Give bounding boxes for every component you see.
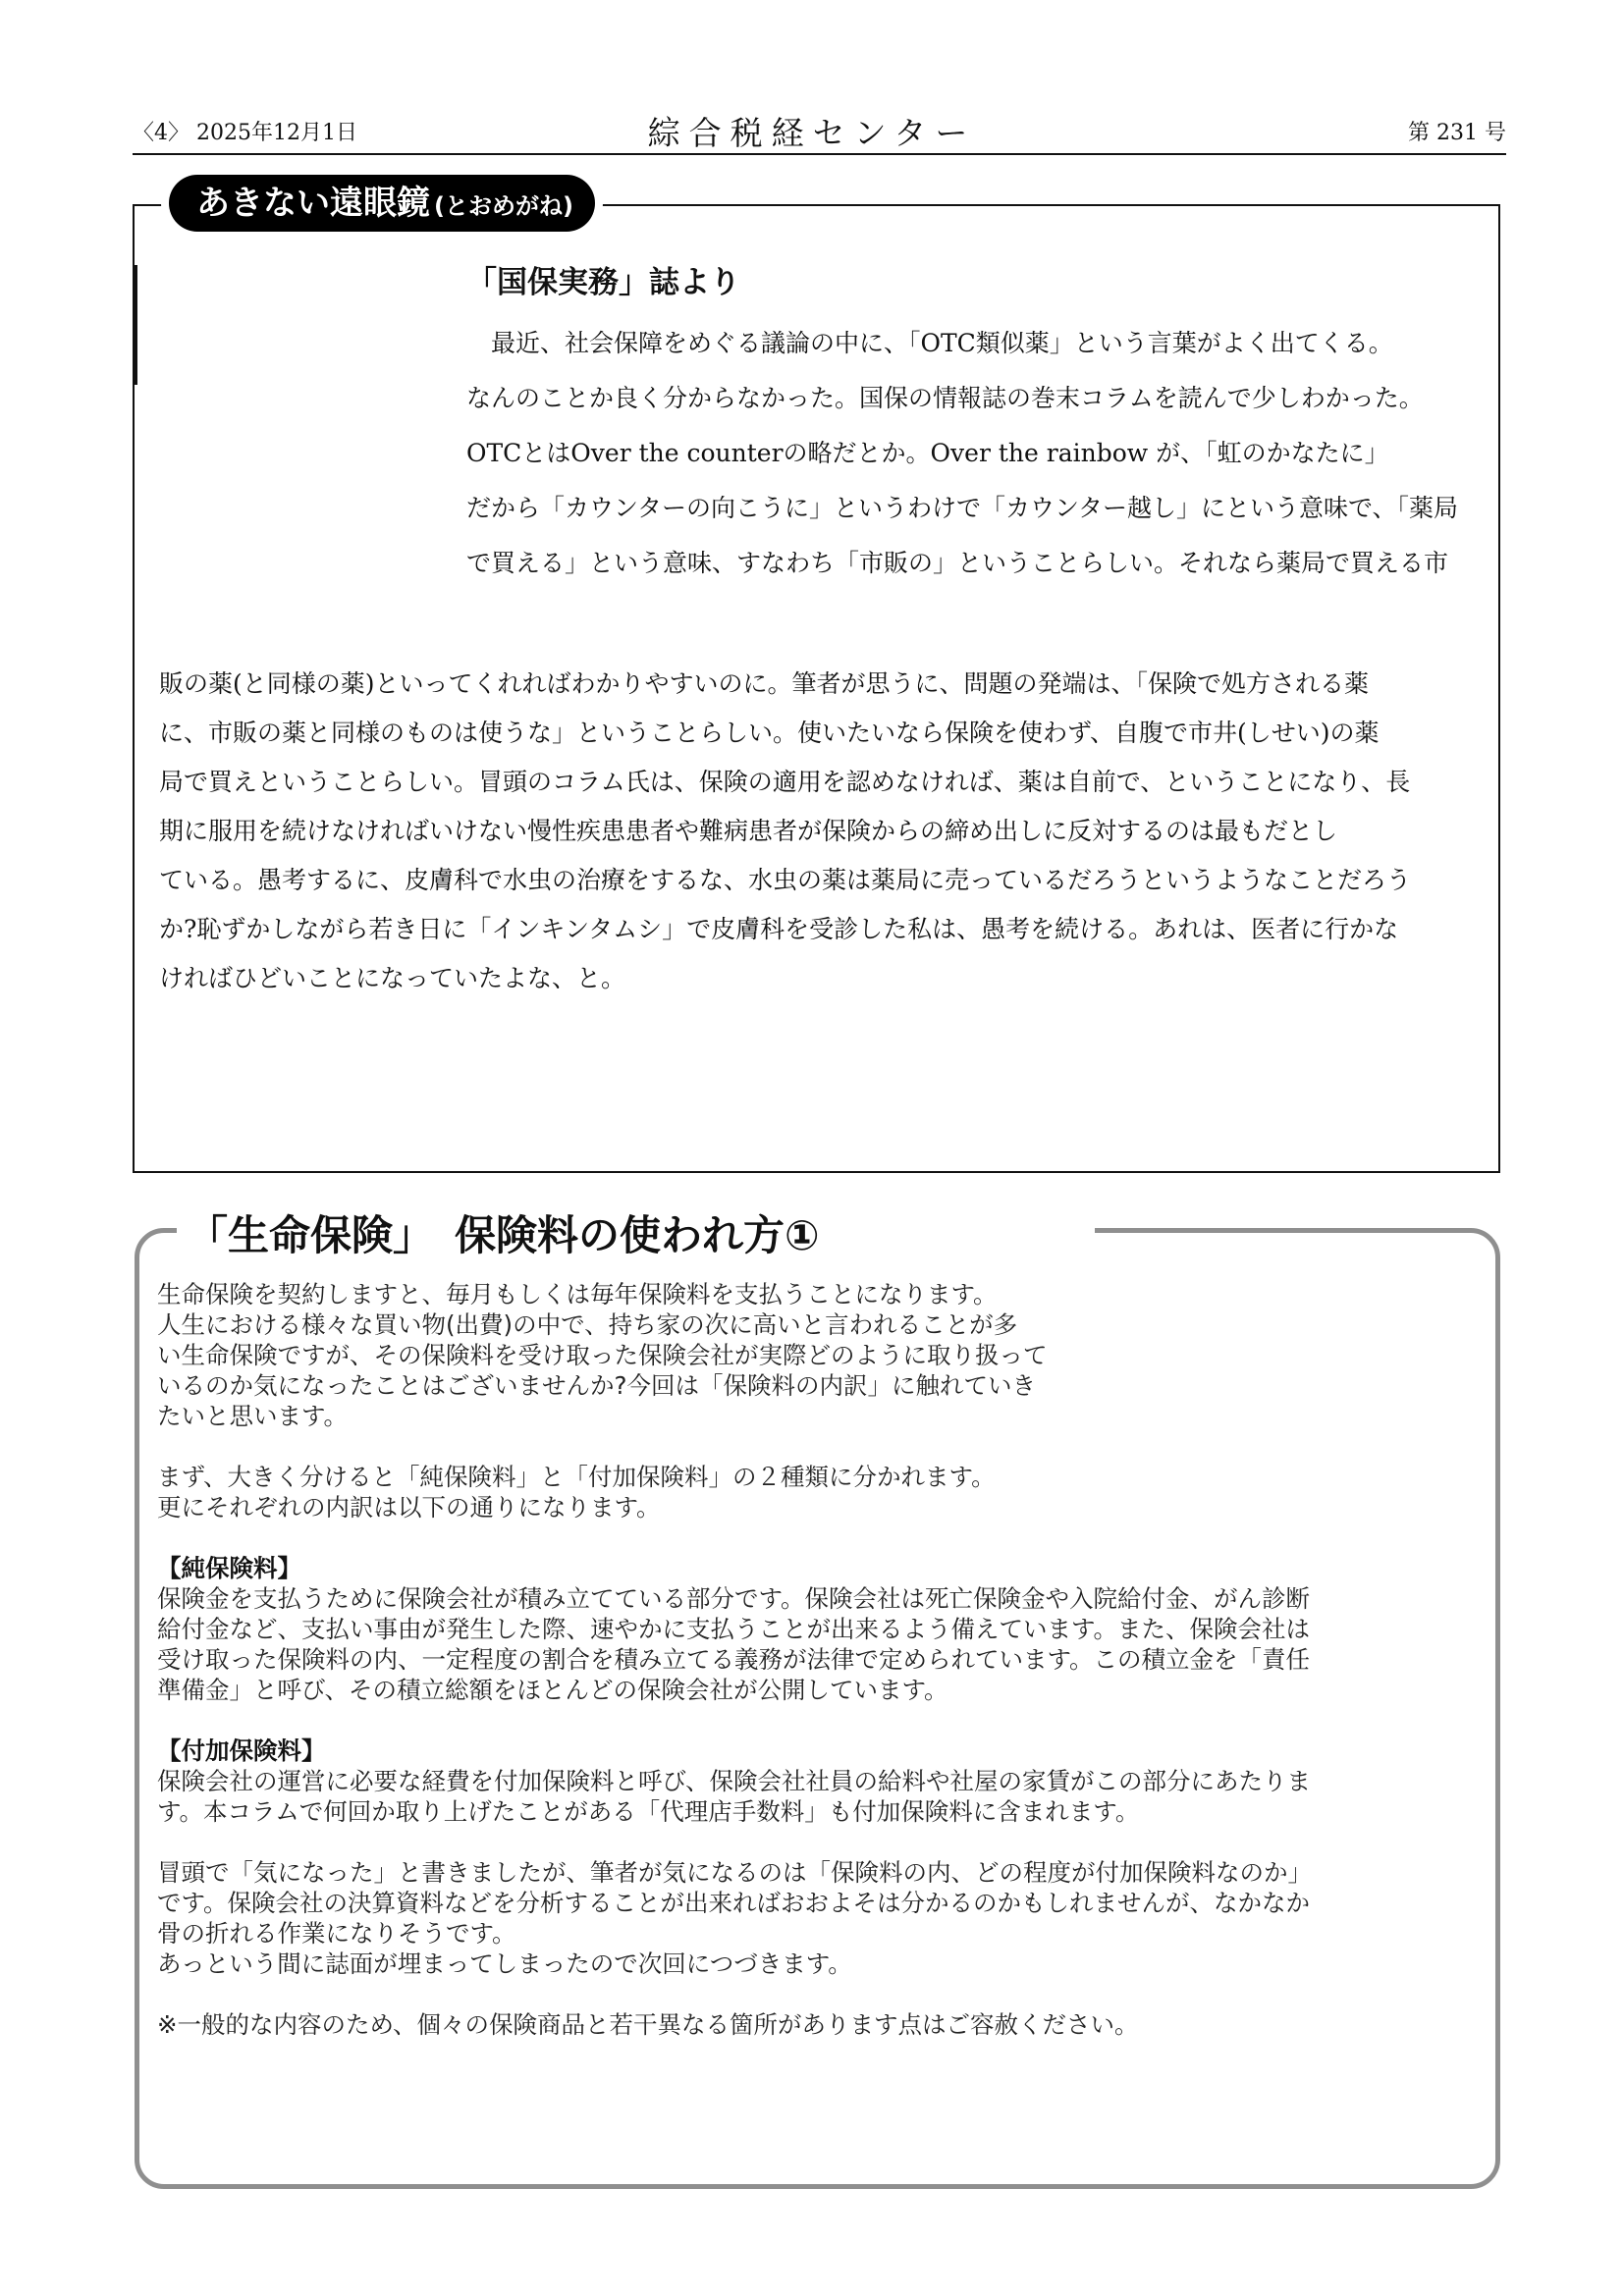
column2-line: まず、大きく分けると「純保険料」と「付加保険料」の２種類に分かれます。 [157, 1463, 996, 1491]
loading-premium-heading: 【付加保険料】 [157, 1736, 326, 1765]
spacer [157, 1979, 1492, 2009]
newspaper-title: 綜合税経センター [647, 114, 977, 152]
spacer [157, 1431, 1492, 1462]
column2-line: 生命保険を契約しますと、毎月もしくは毎年保険料を支払うことになります。 [157, 1280, 998, 1308]
column1-tab-reading: (とおめがね) [434, 192, 573, 220]
column2-title: 「生命保険」 保険料の使われ方① [187, 1211, 820, 1259]
column1-tab [169, 175, 595, 232]
column1-line: 局で買えということらしい。冒頭のコラム氏は、保険の適用を認めなければ、薬は自前で、ということになり、長 [159, 768, 1411, 796]
column1-line: ければひどいことになっていたよな、と。 [159, 964, 626, 992]
column2-line: す。本コラムで何回か取り上げたことがある「代理店手数料」も付加保険料に含まれます。 [157, 1797, 1140, 1826]
column1-line: だから「カウンターの向こうに」というわけで「カウンター越し」にという意味で、「薬局 [466, 494, 1459, 522]
column2-line: 準備金」と呼び、その積立総額をほとんどの保険会社が公開しています。 [157, 1676, 948, 1704]
column1-line: か?恥ずかしながら若き日に「インキンタムシ」で皮膚科を受診した私は、愚考を続ける。あれは、医者に行かな [159, 915, 1399, 943]
column2-line: たいと思います。 [157, 1402, 349, 1430]
disclaimer: ※一般的な内容のため、個々の保険商品と若干異なる箇所があります点はご容赦ください。 [157, 2010, 1139, 2039]
issue-number: 第 231 号 [1408, 121, 1506, 145]
column2-line: 人生における様々な買い物(出費)の中で、持ち家の次に高いと言われることが多 [157, 1310, 1018, 1339]
column2-line: い生命保険ですが、その保険料を受け取った保険会社が実際どのように取り扱って [157, 1341, 1048, 1369]
column2-line: 骨の折れる作業になりそうです。 [157, 1919, 516, 1948]
column2-line: あっという間に誌面が埋まってしまったので次回につづきます。 [157, 1949, 852, 1978]
column1-line: 期に服用を続けなければいけない慢性疾患患者や難病患者が保険からの締め出しに反対するのは最もだとし [159, 817, 1338, 845]
column2-body [157, 1279, 1492, 2040]
net-premium-heading: 【純保険料】 [157, 1554, 301, 1582]
column1-line: に、市販の薬と同様のものは使うな」ということらしい。使いたいなら保険を使わず、自腹で市井(しせい)の薬 [159, 719, 1380, 747]
column2-line: 保険金を支払うために保険会社が積み立てている部分です。保険会社は死亡保険金や入院給付金、がん診断 [157, 1584, 1311, 1613]
column1-tab-title: あきない遠眼鏡 [196, 184, 430, 223]
header-rule [133, 153, 1506, 155]
column1-line: で買える」という意味、すなわち「市販の」ということらしい。それなら薬局で買える市 [466, 549, 1449, 577]
spacer [157, 1827, 1492, 1857]
column1-indented-text [466, 316, 1483, 591]
spacer [157, 1705, 1492, 1735]
column1-left-mark [135, 265, 137, 385]
column2-line: 冒頭で「気になった」と書きましたが、筆者が気になるのは「保険料の内、どの程度が付加保険料なのか」 [157, 1858, 1312, 1887]
column2-line: 給付金など、支払い事由が発生した際、速やかに支払うことが出来るよう備えています。また、保険会社は [157, 1615, 1311, 1643]
column1-line: なんのことか良く分からなかった。国保の情報誌の巻末コラムを読んで少しわかった。 [466, 384, 1424, 412]
spacer [157, 1522, 1492, 1553]
column2-title-rule [1105, 1228, 1286, 1233]
column2-line: 保険会社の運営に必要な経費を付加保険料と呼び、保険会社社員の給料や社屋の家賃がこの部分にあたりま [157, 1767, 1312, 1795]
column2-line: 更にそれぞれの内訳は以下の通りになります。 [157, 1493, 661, 1522]
column1-line: 最近、社会保障をめぐる議論の中に、「OTC類似薬」という言葉がよく出てくる。 [466, 329, 1393, 357]
column1-line: OTCとはOver the counterの略だとか。Over the rainbow が、「虹のかなたに」 [466, 439, 1389, 467]
column1-full-text [159, 660, 1485, 1003]
column1-line: ている。愚考するに、皮膚科で水虫の治療をするな、水虫の薬は薬局に売っているだろうというようなことだろう [159, 866, 1412, 894]
column2-line: いるのか気になったことはございませんか?今回は「保険料の内訳」に触れていき [157, 1371, 1036, 1400]
issue-date: 〈4〉 2025年12月1日 [133, 121, 357, 145]
column1-subtitle: 「国保実務」誌より [466, 265, 740, 300]
column1-line: 販の薬(と同様の薬)といってくれればわかりやすいのに。筆者が思うに、問題の発端は、「保険で処方される薬 [159, 669, 1370, 698]
column2-line: です。保険会社の決算資料などを分析することが出来ればおおよそは分かるのかもしれませんが、なかなか [157, 1889, 1311, 1917]
column2-line: 受け取った保険料の内、一定程度の割合を積み立てる義務が法律で定められています。この積立金を「責任 [157, 1645, 1311, 1674]
